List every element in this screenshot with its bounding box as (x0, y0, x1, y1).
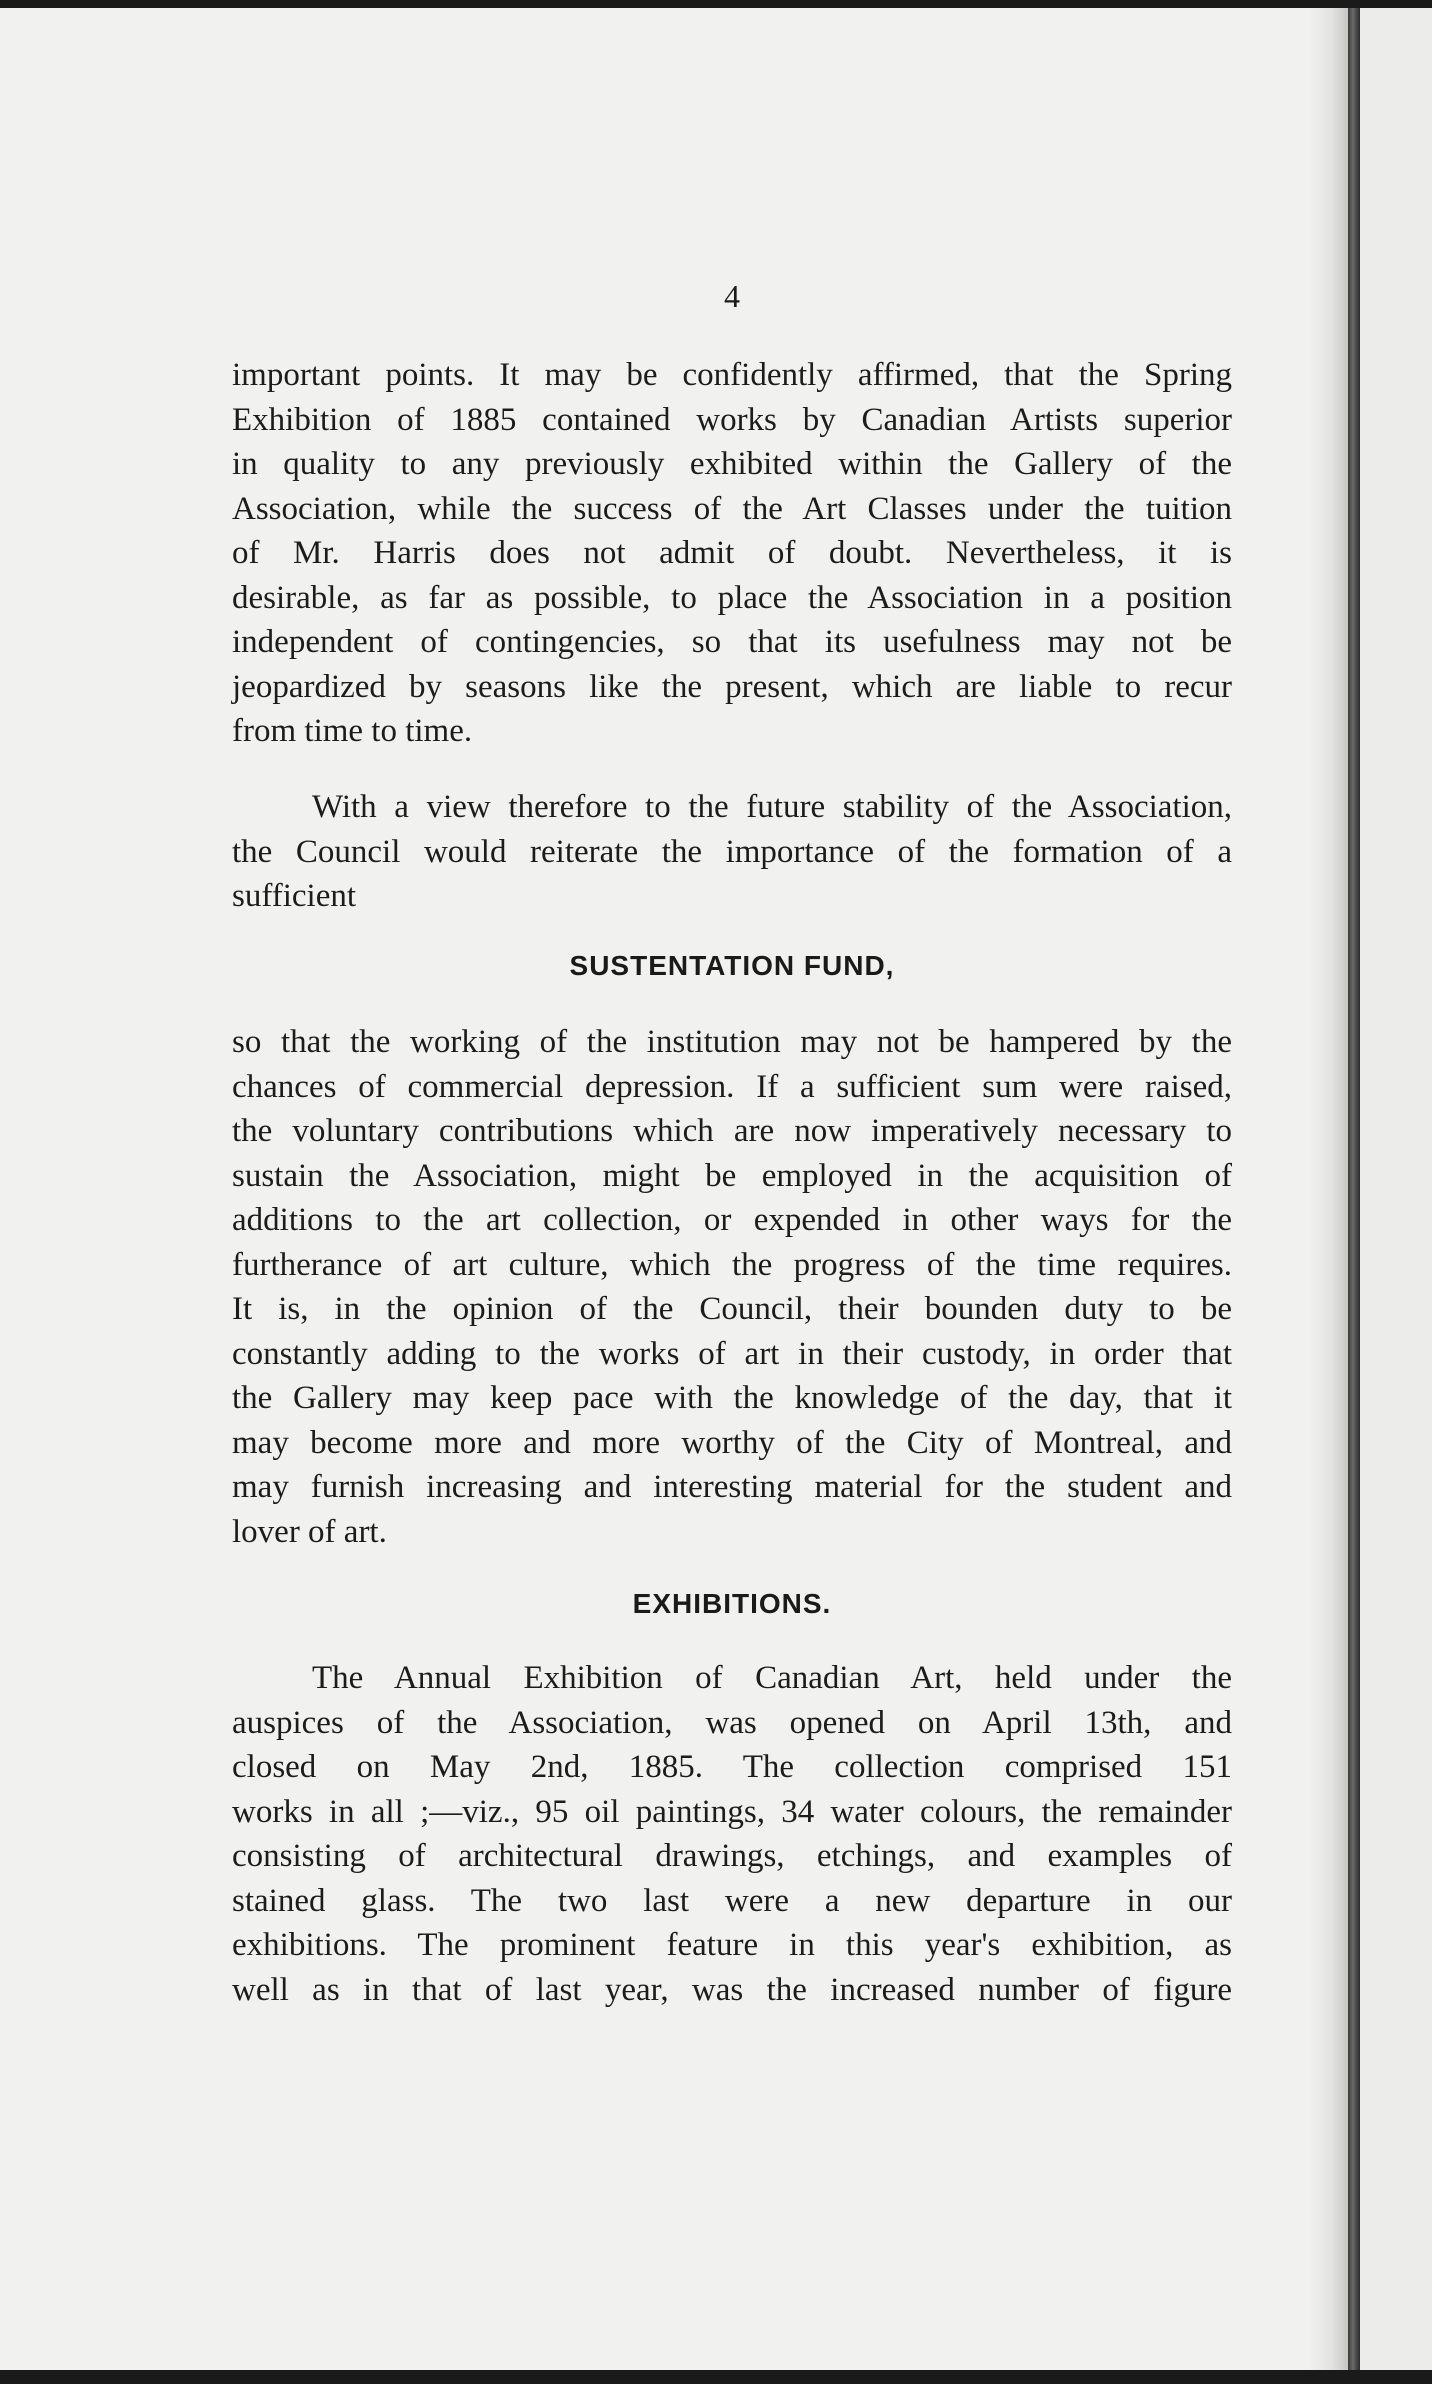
text-line: sustain the Association, might be employed in the acquisition of (232, 1157, 1232, 1194)
text-line: chances of commercial depression. If a sufficient sum were raised, (232, 1068, 1232, 1105)
text-line: independent of contingencies, so that its usefulness may not be (232, 624, 1232, 660)
text-line: important points. It may be confidently affirmed, that the Spring (232, 357, 1232, 393)
book-spine (1348, 8, 1360, 2370)
section-heading-exhibitions: EXHIBITIONS. (632, 1588, 832, 1619)
facing-page-edge (1360, 8, 1432, 2370)
text-line: of Mr. Harris does not admit of doubt. Nevertheless, it is (232, 535, 1232, 571)
text-line: so that the working of the institution may not be hampered by the (232, 1024, 1232, 1060)
text-line: closed on May 2nd, 1885. The collection comprised 151 (232, 1749, 1232, 1785)
text-line: constantly adding to the works of art in their custody, in order that (232, 1335, 1232, 1372)
section-heading-sustentation-fund: SUSTENTATION FUND, (569, 950, 895, 981)
text-line: It is, in the opinion of the Council, their bounden duty to be (232, 1291, 1232, 1327)
text-line: additions to the art collection, or expended in other ways for the (232, 1202, 1232, 1238)
page-number: 4 (724, 278, 740, 314)
text-line: furtherance of art culture, which the progress of the time requires. (232, 1246, 1232, 1283)
text-line: consisting of architectural drawings, etchings, and examples of (232, 1838, 1232, 1874)
text-line: lover of art. (232, 1513, 387, 1550)
paragraph-1 (232, 353, 1232, 754)
text-line: well as in that of last year, was the increased number of figure (232, 1971, 1232, 2008)
text-line: jeopardized by seasons like the present, which are liable to recur (232, 668, 1232, 705)
text-line: may become more and more worthy of the City of Montreal, and (232, 1424, 1232, 1461)
text-line: the Gallery may keep pace with the knowledge of the day, that it (232, 1380, 1232, 1416)
paragraph-4 (232, 1656, 1232, 2012)
text-line: the voluntary contributions which are now imperatively necessary to (232, 1113, 1232, 1149)
text-line: stained glass. The two last were a new departure in our (232, 1882, 1232, 1919)
text-line: works in all ;—viz., 95 oil paintings, 34 water colours, the remainder (232, 1793, 1232, 1830)
text-line: Association, while the success of the Art Classes under the tuition (232, 490, 1232, 527)
text-line: auspices of the Association, was opened on April 13th, and (232, 1704, 1232, 1741)
paragraph-2 (232, 785, 1232, 919)
text-line: Exhibition of 1885 contained works by Canadian Artists superior (232, 401, 1232, 438)
text-line: sufficient (232, 878, 357, 914)
text-line: in quality to any previously exhibited within the Gallery of the (232, 446, 1232, 482)
text-line: the Council would reiterate the importance of the formation of a (232, 833, 1232, 870)
text-line: may furnish increasing and interesting material for the student and (232, 1469, 1232, 1505)
page-gutter-shadow (1308, 8, 1348, 2370)
paragraph-3 (232, 1020, 1232, 1554)
text-line: from time to time. (232, 713, 473, 749)
text-line: exhibitions. The prominent feature in this year's exhibition, as (232, 1927, 1232, 1963)
text-line: With a view therefore to the future stability of the Association, (312, 789, 1232, 825)
book-page (0, 8, 1348, 2370)
text-line: desirable, as far as possible, to place the Association in a position (232, 579, 1232, 616)
text-line: The Annual Exhibition of Canadian Art, held under the (312, 1660, 1232, 1696)
